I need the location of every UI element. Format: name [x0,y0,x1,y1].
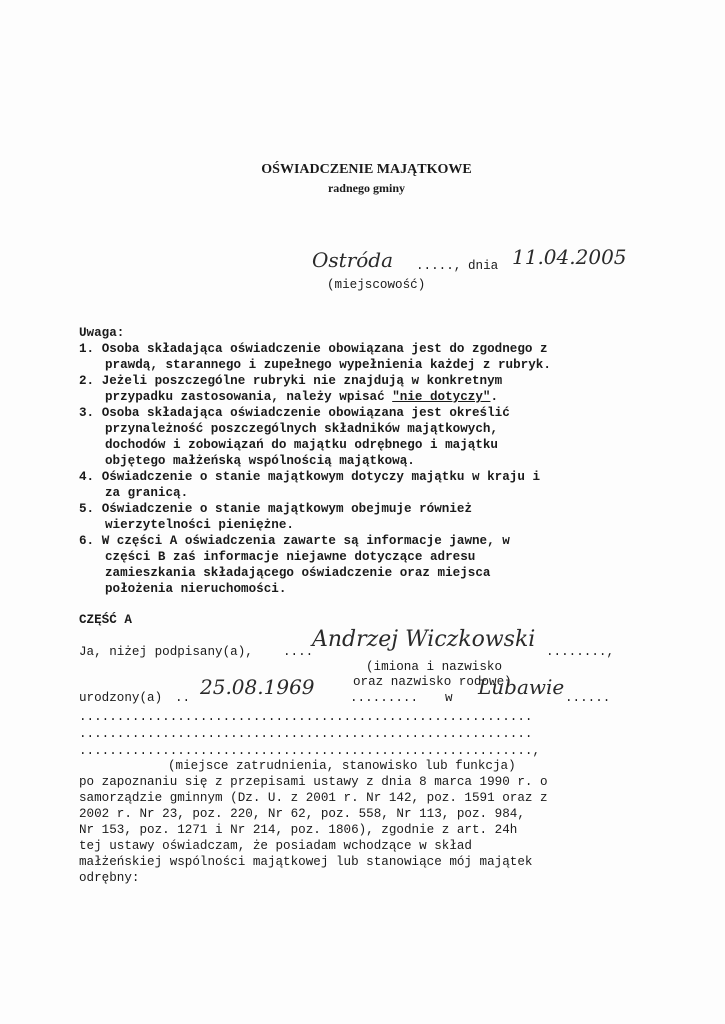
handwritten-place: Ostróda [312,248,394,272]
uwaga-item-5: 5. Oświadczenie o stanie majątkowym obejmuje również [79,502,473,516]
uwaga-item-1: 1. Osoba składająca oświadczenie obowiązana jest do zgodnego z [79,342,548,356]
employment-caption: (miejsce zatrudnienia, stanowisko lub funkcja) [168,759,516,773]
dots-line-3: ............................................................, [79,744,541,758]
ja-dots-right: ........, [546,645,615,659]
statement-line: Nr 153, poz. 1271 i Nr 214, poz. 1806), zgodnie z art. 24h [79,823,518,837]
uwaga-item-2: 2. Jeżeli poszczególne rubryki nie znajdują w konkretnym [79,374,503,388]
born-label: urodzony(a) [79,691,163,705]
ja-dots-left: .... [283,645,314,659]
uwaga-item-3-cont: objętego małżeńską wspólnością majątkową. [105,454,415,468]
dnia-label: dnia [468,259,499,273]
born-dots-left: .. [175,691,191,705]
uwaga-item-4-cont: za granicą. [105,486,189,500]
place-caption: (miejscowość) [327,278,426,292]
statement-line: odrębny: [79,871,140,885]
statement-line: tej ustawy oświadczam, że posiadam wchodzące w skład [79,839,472,853]
uwaga-heading: Uwaga: [79,326,125,340]
handwritten-birth-date: 25.08.1969 [200,675,315,699]
handwritten-date: 11.04.2005 [512,245,627,269]
document-subtitle: radnego gminy [327,181,405,195]
handwritten-name: Andrzej Wiczkowski [312,627,536,652]
statement-line: samorządzie gminnym (Dz. U. z 2001 r. Nr 142, poz. 1591 oraz z [79,791,548,805]
document-title: OŚWIADCZENIE MAJĄTKOWE [261,162,472,177]
statement-line: 2002 r. Nr 23, poz. 220, Nr 62, poz. 558, Nr 113, poz. 984, [79,807,525,821]
uwaga-item-3: 3. Osoba składająca oświadczenie obowiązana jest określić [79,406,510,420]
uwaga-item-6: 6. W części A oświadczenia zawarte są informacje jawne, w [79,534,510,548]
statement-line: małżeńskiej wspólności majątkowej lub stanowiące mój majątek [79,855,533,869]
born-dots-right: ...... [565,691,611,705]
w-label: w [445,691,453,705]
uwaga-item-4: 4. Oświadczenie o stanie majątkowym dotyczy majątku w kraju i [79,470,541,484]
czesc-a-heading: CZĘŚĆ A [79,613,132,627]
uwaga-item-6-cont: części B zaś informacje niejawne dotyczące adresu [105,550,476,564]
dots-line-2: ............................................................ [79,727,533,741]
uwaga-item-5-cont: wierzytelności pieniężne. [105,518,294,532]
uwaga-item-6-cont: zamieszkania składającego oświadczenie oraz miejsca [105,566,491,580]
name-caption-2: oraz nazwisko rodowe) [353,675,512,689]
uwaga-item-3-cont: dochodów i zobowiązań do majątku odrębnego i majątku [105,438,498,452]
born-dots-mid: ......... [350,691,419,705]
uwaga-item-3-cont: przynależność poszczególnych składników majątkowych, [105,422,498,436]
name-caption-1: (imiona i nazwisko [366,660,503,674]
uwaga-item-6-cont: położenia nieruchomości. [105,582,287,596]
uwaga-item-2-cont: przypadku zastosowania, należy wpisać "nie dotyczy". [105,390,499,404]
ja-label: Ja, niżej podpisany(a), [79,645,253,659]
statement-line: po zapoznaniu się z przepisami ustawy z dnia 8 marca 1990 r. o [79,775,548,789]
nie-dotyczy-emphasis: "nie dotyczy" [392,390,491,404]
dots-line-1: ............................................................ [79,710,533,724]
handwritten-birth-place: Lubawie [478,675,565,699]
place-dots: ....., [416,259,462,273]
uwaga-item-1-cont: prawdą, starannego i zupełnego wypełnienia każdej z rubryk. [105,358,551,372]
